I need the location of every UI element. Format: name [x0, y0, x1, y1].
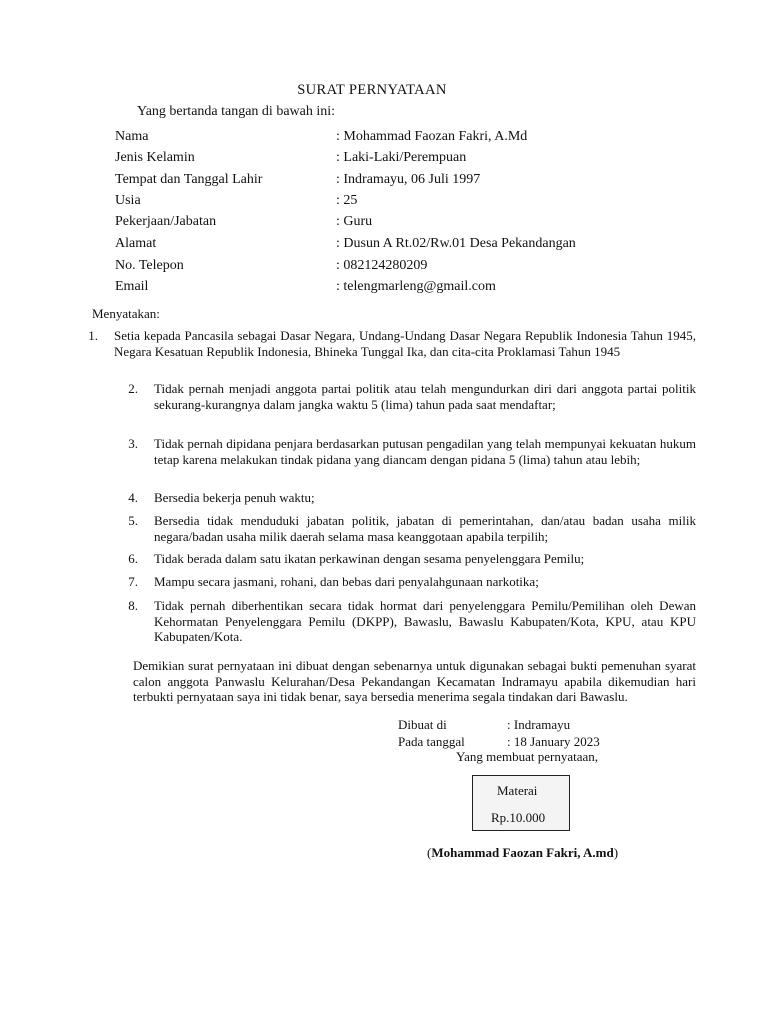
identity-label: Pekerjaan/Jabatan [115, 214, 217, 229]
identity-value: : Dusun A Rt.02/Rw.01 Desa Pekandangan [336, 236, 576, 251]
list-item-number: 6. [128, 551, 138, 566]
list-item-text: Tidak pernah dipidana penjara berdasarkan putusan pengadilan yang telah mempunyai kekuatan hukum tetap karena melakukan tindak pidana yang diancam dengan pidana 5 (lima) tahun atau lebih; [154, 436, 696, 467]
identity-label: Nama [115, 129, 149, 144]
list-item-number: 4. [128, 490, 138, 505]
list-item-number: 3. [128, 436, 138, 451]
signer-open-paren: ( [427, 845, 432, 860]
intro-text: Yang bertanda tangan di bawah ini: [137, 104, 336, 119]
list-item-number: 2. [128, 381, 138, 396]
identity-value: : Guru [336, 214, 373, 229]
identity-label: Usia [115, 193, 141, 208]
tanggal-label: Pada tanggal [398, 734, 465, 749]
signer-name [427, 845, 618, 861]
closing-paragraph: Demikian surat pernyataan ini dibuat dengan sebenarnya untuk digunakan sebagai bukti pemenuhan syarat calon anggota Panwaslu Kelurahan/Desa Pekandangan Kecamatan Indramayu apabila dikemudian hari terbukti pernyataan saya ini tidak benar, saya bersedia menerima segala tindakan dari Bawaslu. [133, 658, 696, 704]
identity-value: : telengmarleng@gmail.com [336, 279, 496, 294]
menyatakan-label: Menyatakan: [92, 306, 160, 321]
list-item-text: Setia kepada Pancasila sebagai Dasar Negara, Undang-Undang Dasar Negara Republik Indonesia Tahun 1945, Negara Kesatuan Republik Indonesia, Bhineka Tunggal Ika, dan cita-cita Proklamasi Tahun 1945 [114, 328, 696, 359]
signer-name-text: Mohammad Faozan Fakri, A.md [431, 845, 614, 860]
identity-row-jenis-kelamin [115, 150, 715, 170]
list-item-number: 7. [128, 574, 138, 589]
identity-row-alamat [115, 236, 715, 256]
identity-value: : Laki-Laki/Perempuan [336, 150, 467, 165]
list-item-text: Tidak berada dalam satu ikatan perkawinan dengan sesama penyelenggara Pemilu; [154, 551, 585, 566]
list-item-text: Tidak pernah menjadi anggota partai politik atau telah mengundurkan diri dari anggota partai politik sekurang-kurangnya dalam jangka waktu 5 (lima) tahun pada saat mendaftar; [154, 381, 696, 412]
dibuat-label: Dibuat di [398, 717, 447, 732]
identity-label: Jenis Kelamin [115, 150, 195, 165]
identity-label: Alamat [115, 236, 157, 251]
page-title: SURAT PERNYATAAN [297, 82, 447, 98]
identity-label: Email [115, 279, 149, 294]
maker-label: Yang membuat pernyataan, [456, 749, 599, 764]
identity-value: : Mohammad Faozan Fakri, A.Md [336, 129, 528, 144]
list-item-text: Mampu secara jasmani, rohani, dan bebas dari penyalahgunaan narkotika; [154, 574, 539, 589]
materai-label: Materai [497, 783, 538, 798]
list-item-number: 5. [128, 513, 138, 528]
list-item-text: Tidak pernah diberhentikan secara tidak hormat dari penyelenggara Pemilu/Pemilihan oleh Dewan Kehormatan Penyelenggara Pemilu (DKPP), Bawaslu, Bawaslu Kabupaten/Kota, KPU, atau KPU Kabupaten/Kota. [154, 598, 696, 644]
signer-close-paren: ) [613, 845, 619, 860]
tanggal-value: : 18 January 2023 [507, 734, 600, 749]
identity-value: : 082124280209 [336, 258, 428, 273]
identity-value: : 25 [336, 193, 358, 208]
identity-row-email [115, 279, 715, 299]
identity-label: Tempat dan Tanggal Lahir [115, 172, 263, 187]
list-item-text: Bersedia bekerja penuh waktu; [154, 490, 315, 505]
identity-row-pekerjaan [115, 214, 715, 234]
identity-row-ttl [115, 172, 715, 192]
materai-stamp-box [472, 775, 570, 831]
identity-value: : Indramayu, 06 Juli 1997 [336, 172, 481, 187]
list-item-text: Bersedia tidak menduduki jabatan politik, jabatan di pemerintahan, dan/atau badan usaha milik negara/badan usaha milik daerah selama masa keanggotaan apabila terpilih; [154, 513, 696, 544]
list-item-number: 1. [88, 328, 98, 343]
dibuat-value: : Indramayu [507, 717, 571, 732]
identity-row-usia [115, 193, 715, 213]
identity-row-nama [115, 129, 715, 149]
identity-label: No. Telepon [115, 258, 184, 273]
list-item-number: 8. [128, 598, 138, 613]
identity-row-telepon [115, 258, 715, 278]
materai-value: Rp.10.000 [491, 810, 546, 825]
